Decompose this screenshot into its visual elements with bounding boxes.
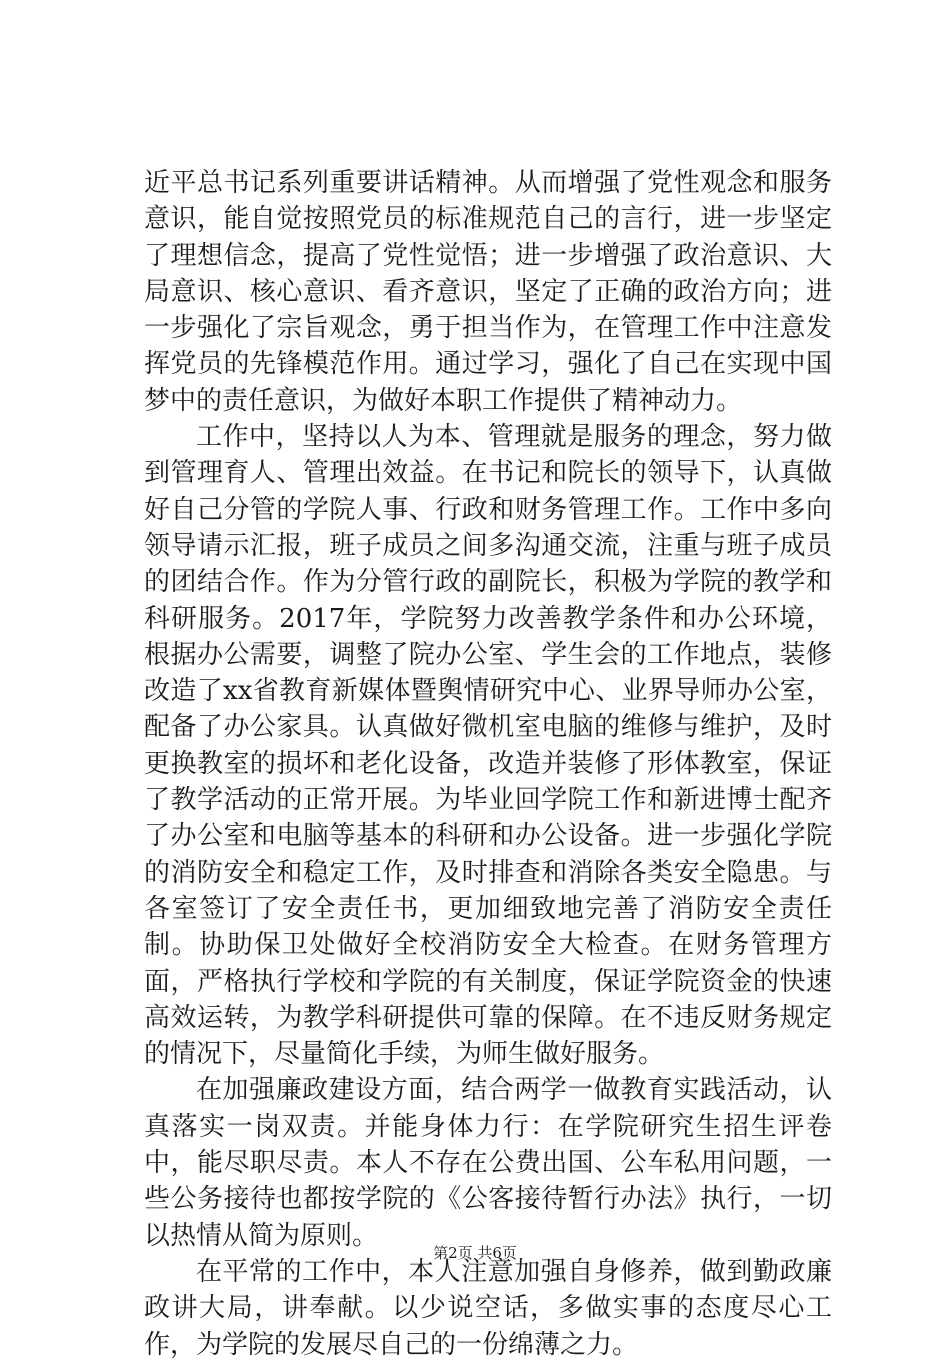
paragraph-study: 近平总书记系列重要讲话精神。从而增强了党性观念和服务意识，能自觉按照党员的标准规范自己的言行，进一步坚定了理想信念，提高了党性觉悟；进一步增强了政治意识、大局意识、核心意识、看齐意识，坚定了正确的政治方向；进一步强化了宗旨观念，勇于担当作为，在管理工作中注意发挥党员的先锋模范作用。通过学习，强化了自己在实现中国梦中的责任意识，为做好本职工作提供了精神动力。 — [144, 168, 832, 416]
document-body — [144, 165, 832, 1363]
paragraph-integrity: 在加强廉政建设方面，结合两学一做教育实践活动，认真落实一岗双责。并能身体力行：在学院研究生招生评卷中，能尽职尽责。本人不存在公费出国、公车私用问题，一些公务接待也都按学院的《公客接待暂行办法》执行，一切以热情从简为原则。 — [144, 1075, 832, 1251]
paragraph-work: 工作中，坚持以人为本、管理就是服务的理念，努力做到管理育人、管理出效益。在书记和院长的领导下，认真做好自己分管的学院人事、行政和财务管理工作。工作中多向领导请示汇报，班子成员之间多沟通交流，注重与班子成员的团结合作。作为分管行政的副院长，积极为学院的教学和科研服务。2017年，学院努力改善教学条件和办公环境，根据办公需要，调整了院办公室、学生会的工作地点，装修改造了xx省教育新媒体暨舆情研究中心、业界导师办公室，配备了办公家具。认真做好微机室电脑的维修与维护，及时更换教室的损坏和老化设备，改造并装修了形体教室，保证了教学活动的正常开展。为毕业回学院工作和新进博士配齐了办公室和电脑等基本的科研和办公设备。进一步强化学院的消防安全和稳定工作，及时排查和消除各类安全隐患。与各室签订了安全责任书，更加细致地完善了消防安全责任制。协助保卫处做好全校消防安全大检查。在财务管理方面，严格执行学校和学院的有关制度，保证学院资金的快速高效运转，为教学科研提供可靠的保障。在不违反财务规定的情况下，尽量简化手续，为师生做好服务。 — [144, 422, 832, 1070]
paragraph-conclusion: 在平常的工作中，本人注意加强自身修养，做到勤政廉政讲大局，讲奉献。以少说空话，多做实事的态度尽心工作，为学院的发展尽自己的一份绵薄之力。 — [144, 1256, 832, 1360]
page-number-footer: 第2页 共6页 — [433, 1244, 517, 1262]
